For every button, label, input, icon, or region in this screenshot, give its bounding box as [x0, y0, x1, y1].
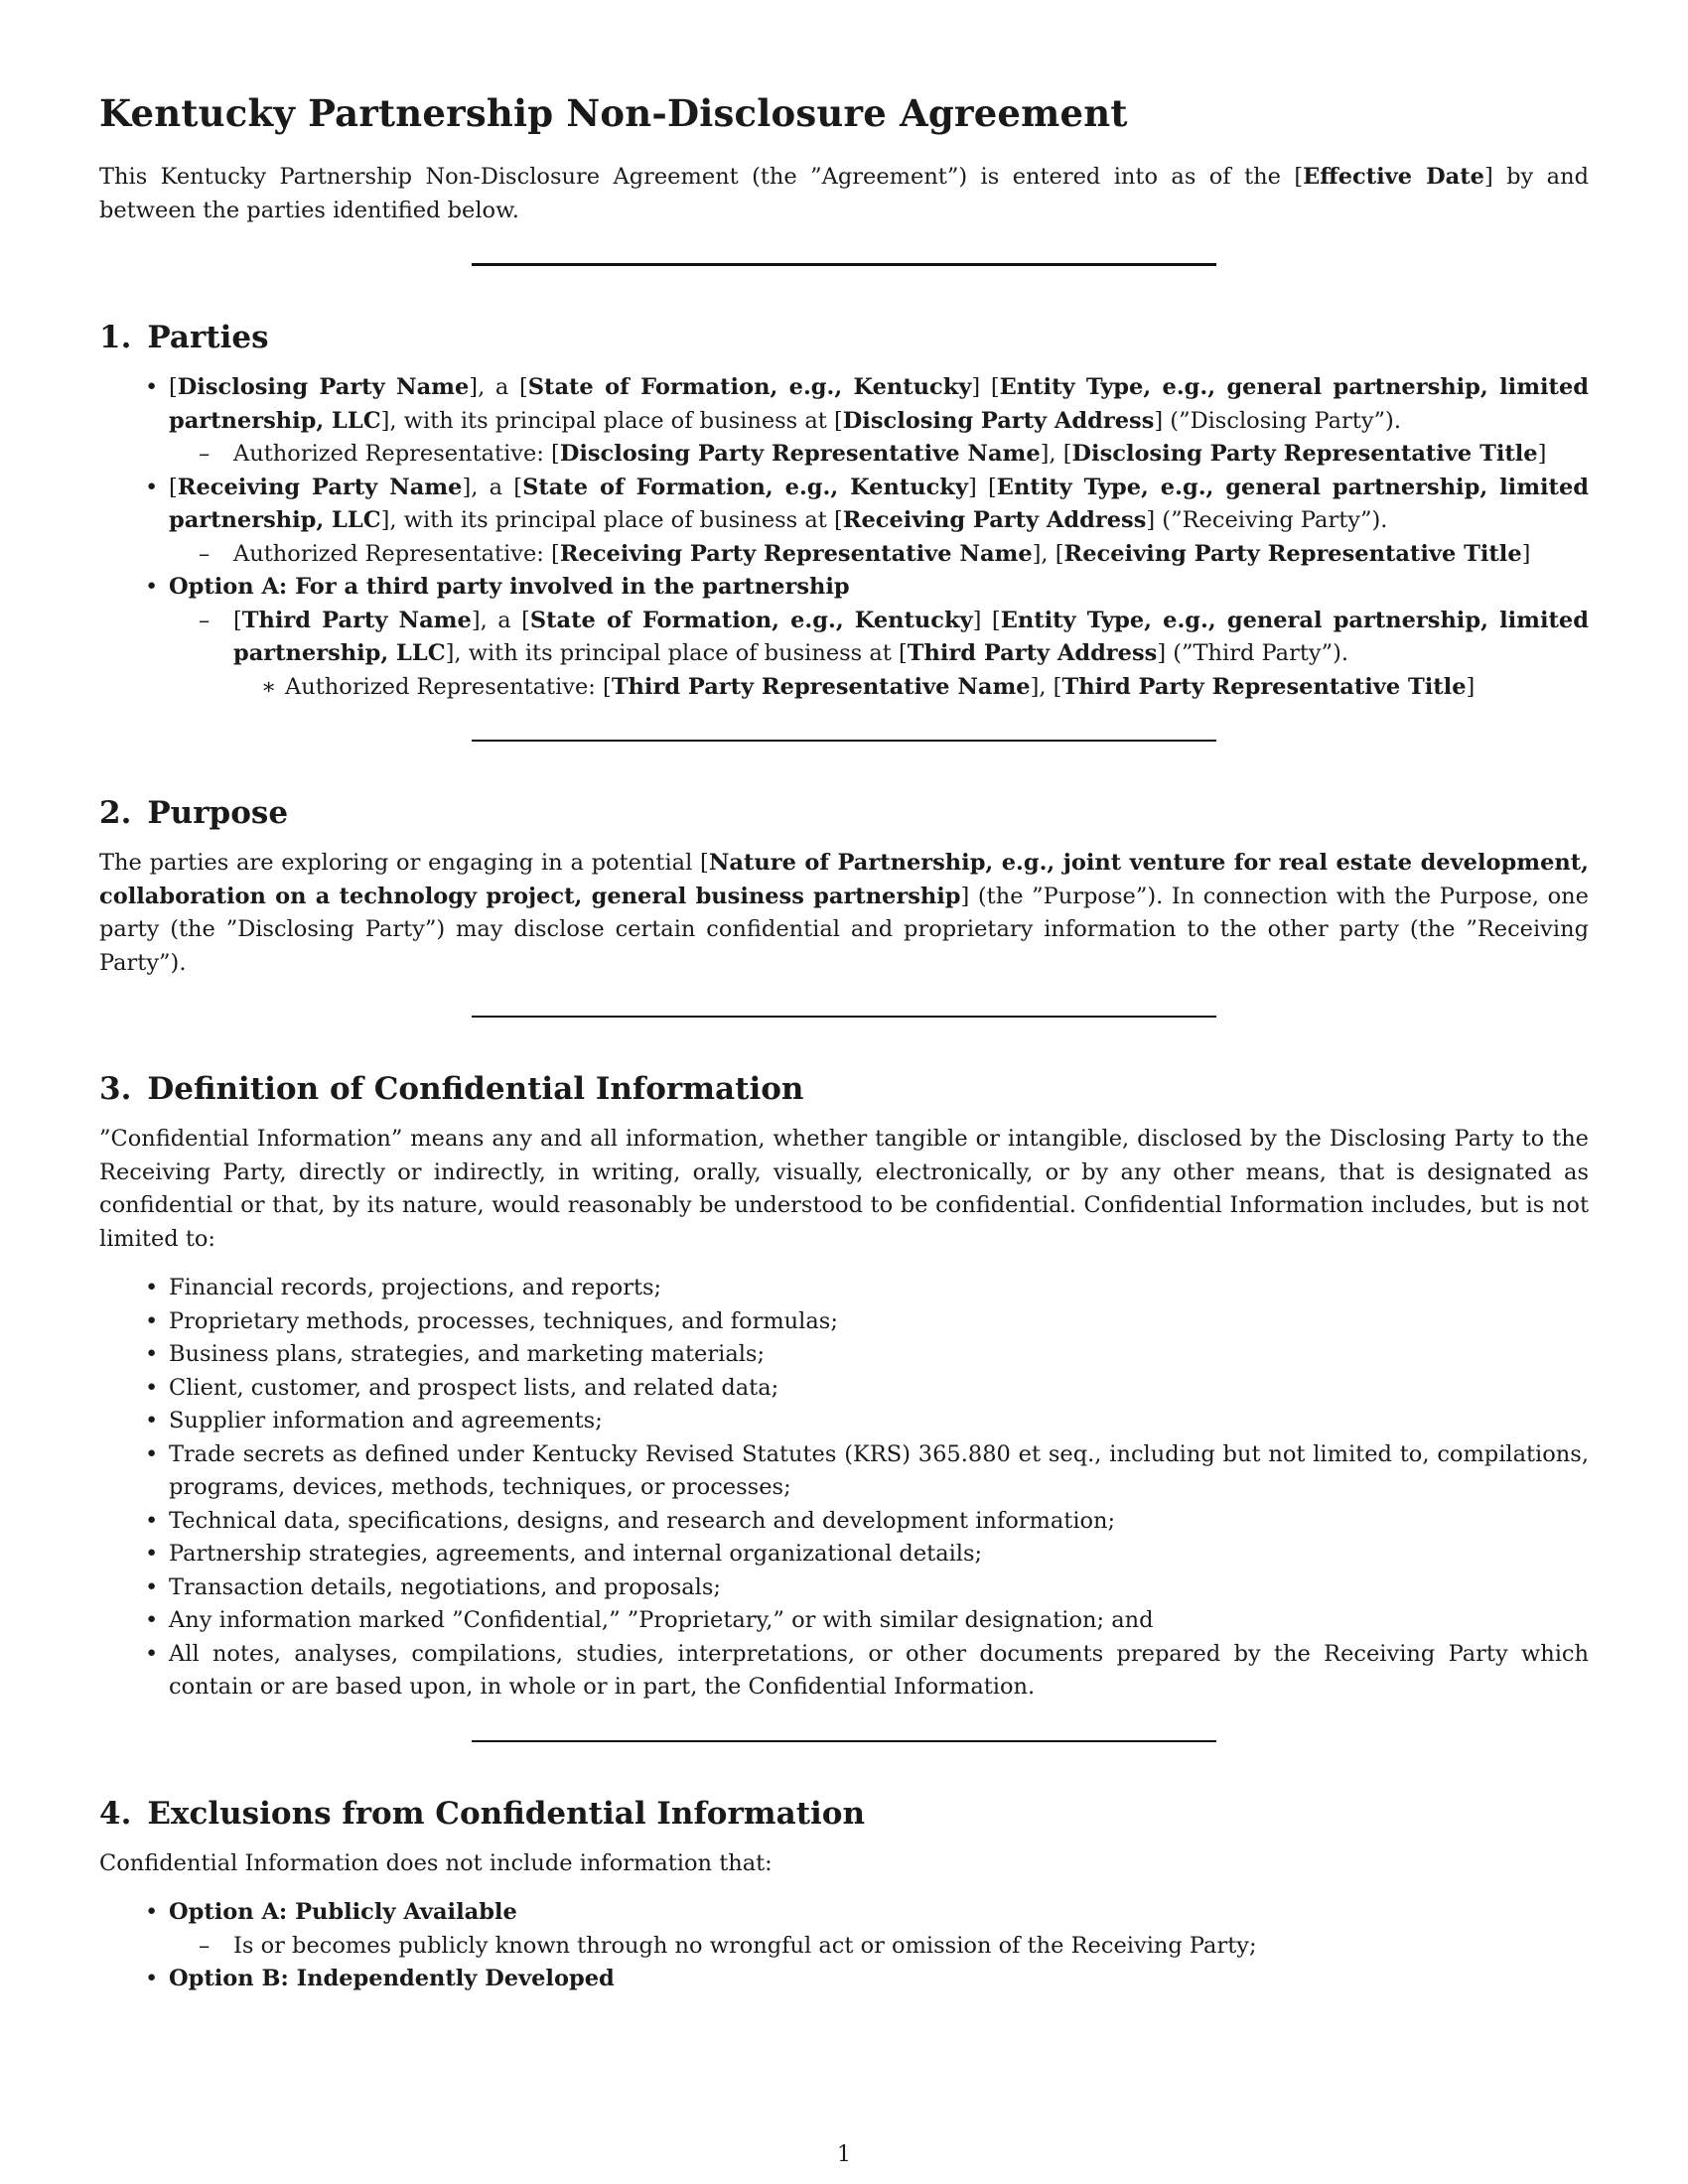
exclusions-list — [99, 1896, 1589, 1996]
purpose-paragraph: The parties are exploring or engaging in a potential [Nature of Partnership, e.g., joint venture for real estate development, collaboration on a technology project, general business partnership] (the ”Purpose”). In connection with the Purpose, one party (the ”Disclosing Party”) may disclose certain confidential and proprietary information to the other party (the ”Receiving Party”). — [99, 850, 1589, 976]
list-item: • Trade secrets as defined under Kentucky Revised Statutes (KRS) 365.880 et seq., including but not limited to, compilations, programs, devices, methods, techniques, or processes; — [99, 1438, 1589, 1505]
list-item: • Transaction details, negotiations, and proposals; — [99, 1571, 1589, 1605]
list-item: • Supplier information and agreements; — [99, 1405, 1589, 1438]
parties-list — [99, 371, 1589, 704]
third-party-option-item: • Option A: For a third party involved in the partnership – [Third Party Name], a [State of Formation, e.g., Kentucky] [Entity Type, e.g., general partnership, limited partnership, LLC], with its principal place of business at [Third Party Address] (”Third Party”). ∗ Authorized Representative: [Third Party Representative Name], [Third Party Representative Title] — [99, 571, 1589, 704]
disclosing-party-item: • [Disclosing Party Name], a [State of Formation, e.g., Kentucky] [Entity Type, e.g., general partnership, limited partnership, LLC], with its principal place of business at [Disclosing Party Address] (”Disclosing Party”). – Authorized Representative: [Disclosing Party Representative Name], [Disclosing Party Representative Title] — [99, 371, 1589, 472]
list-item: • Business plans, strategies, and marketing materials; — [99, 1338, 1589, 1372]
list-item: • Technical data, specifications, designs, and research and development information; — [99, 1505, 1589, 1539]
receiving-representative-item: – Authorized Representative: [Receiving Party Representative Name], [Receiving Party Representative Title] — [169, 538, 1589, 572]
exclusion-option-a: • Option A: Publicly Available – Is or becomes publicly known through no wrongful act or omission of the Receiving Party; — [99, 1896, 1589, 1963]
third-party-representative-item: ∗ Authorized Representative: [Third Party Representative Name], [Third Party Representative Title] — [233, 671, 1589, 705]
list-item: • Proprietary methods, processes, techniques, and formulas; — [99, 1305, 1589, 1339]
exclusion-option-a-detail: – Is or becomes publicly known through no wrongful act or omission of the Receiving Party; — [169, 1930, 1589, 1964]
section-heading-exclusions: 4. Exclusions from Confidential Information — [99, 1795, 866, 1832]
section-heading-parties: 1. Parties — [99, 320, 269, 355]
list-item: • Client, customer, and prospect lists, and related data; — [99, 1372, 1589, 1406]
section-heading-purpose: 2. Purpose — [99, 795, 289, 831]
disclosing-representative-item: – Authorized Representative: [Disclosing Party Representative Name], [Disclosing Party Representative Title] — [169, 438, 1589, 472]
exclusions-intro: Confidential Information does not include information that: — [99, 1849, 773, 1876]
third-party-item: – [Third Party Name], a [State of Formation, e.g., Kentucky] [Entity Type, e.g., general partnership, limited partnership, LLC], with its principal place of business at [Third Party Address] (”Third Party”). ∗ Authorized Representative: [Third Party Representative Name], [Third Party Representative Title] — [169, 605, 1589, 705]
exclusion-option-b: • Option B: Independently Developed — [99, 1963, 1589, 1996]
nature-of-partnership-field: Nature of Partnership, e.g., joint venture for real estate development, collaboration on a technology project, general business partnership — [99, 850, 1589, 909]
list-item: • All notes, analyses, compilations, studies, interpretations, or other documents prepared by the Receiving Party which contain or are based upon, in whole or in part, the Confidential Information. — [99, 1638, 1589, 1705]
definition-paragraph: ”Confidential Information” means any and all information, whether tangible or intangible, disclosed by the Disclosing Party to the Receiving Party, directly or indirectly, in writing, orally, visually, electronically, or by any other means, that is designated as confidential or that, by its nature, would reasonably be understood to be confidential. Confidential Information includes, but is not limited to: — [99, 1126, 1589, 1252]
document-page — [99, 91, 1589, 1996]
receiving-party-item: • [Receiving Party Name], a [State of Formation, e.g., Kentucky] [Entity Type, e.g., general partnership, limited partnership, LLC], with its principal place of business at [Receiving Party Address] (”Receiving Party”). – Authorized Representative: [Receiving Party Representative Name], [Receiving Party Representative Title] — [99, 472, 1589, 572]
page-number: 1 — [837, 2142, 851, 2167]
list-item: • Financial records, projections, and reports; — [99, 1272, 1589, 1305]
list-item: • Any information marked ”Confidential,” ”Proprietary,” or with similar designation; and — [99, 1604, 1589, 1638]
document-title: Kentucky Partnership Non-Disclosure Agreement — [99, 91, 1128, 135]
effective-date-field: Effective Date — [1303, 164, 1484, 190]
section-heading-definition: 3. Definition of Confidential Information — [99, 1071, 804, 1107]
confidential-info-list — [99, 1272, 1589, 1705]
intro-paragraph: This Kentucky Partnership Non-Disclosure Agreement (the ”Agreement”) is entered into as of the [Effective Date] by and between the parties identified below. — [99, 164, 1589, 223]
list-item: • Partnership strategies, agreements, and internal organizational details; — [99, 1538, 1589, 1571]
